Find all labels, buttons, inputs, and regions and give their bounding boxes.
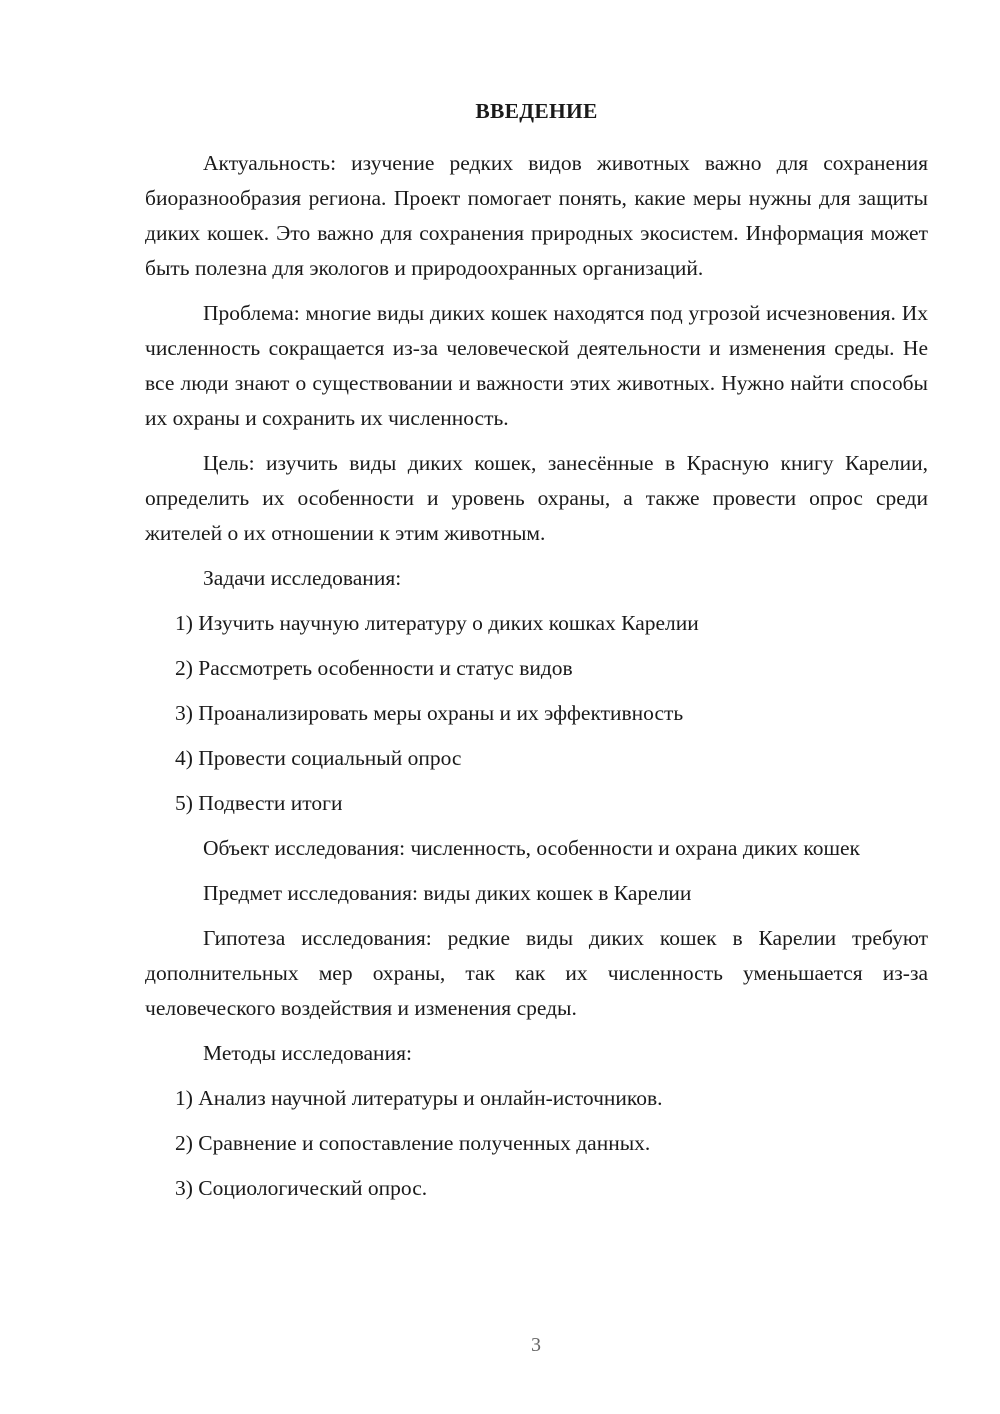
- methods-list: [145, 1081, 928, 1206]
- object-paragraph: Объект исследования: численность, особенности и охрана диких кошек: [203, 836, 860, 860]
- list-item: 5) Подвести итоги: [175, 791, 343, 815]
- list-item: 1) Анализ научной литературы и онлайн-источников.: [175, 1086, 663, 1110]
- tasks-heading: Задачи исследования:: [203, 566, 402, 590]
- hypothesis-paragraph: Гипотеза исследования: редкие виды диких кошек в Карелии требуют дополнительных мер охраны, так как их численность уменьшается из-за человеческого воздействия и изменения среды.: [145, 926, 928, 1020]
- section-title: ВВЕДЕНИЕ: [475, 99, 598, 123]
- page-number: 3: [531, 1334, 541, 1356]
- list-item: 2) Рассмотреть особенности и статус видов: [175, 656, 573, 680]
- tasks-list: [145, 606, 928, 821]
- list-item: 4) Провести социальный опрос: [175, 746, 462, 770]
- problem-paragraph: Проблема: многие виды диких кошек находятся под угрозой исчезновения. Их численность сокращается из-за человеческой деятельности и изменения среды. Не все люди знают о существовании и важности этих животных. Нужно найти способы их охраны и сохранить их численность.: [145, 301, 928, 430]
- subject-paragraph: Предмет исследования: виды диких кошек в Карелии: [203, 881, 692, 905]
- goal-paragraph: Цель: изучить виды диких кошек, занесённые в Красную книгу Карелии, определить их особенности и уровень охраны, а также провести опрос среди жителей о их отношении к этим животным.: [145, 451, 928, 545]
- methods-heading: Методы исследования:: [203, 1041, 412, 1065]
- list-item: 2) Сравнение и сопоставление полученных данных.: [175, 1131, 651, 1155]
- document-page: [145, 96, 928, 1216]
- list-item: 3) Проанализировать меры охраны и их эффективность: [175, 701, 684, 725]
- list-item: 1) Изучить научную литературу о диких кошках Карелии: [175, 611, 699, 635]
- relevance-paragraph: Актуальность: изучение редких видов животных важно для сохранения биоразнообразия региона. Проект помогает понять, какие меры нужны для защиты диких кошек. Это важно для сохранения природных экосистем. Информация может быть полезна для экологов и природоохранных организаций.: [145, 151, 928, 280]
- list-item: 3) Социологический опрос.: [175, 1176, 428, 1200]
